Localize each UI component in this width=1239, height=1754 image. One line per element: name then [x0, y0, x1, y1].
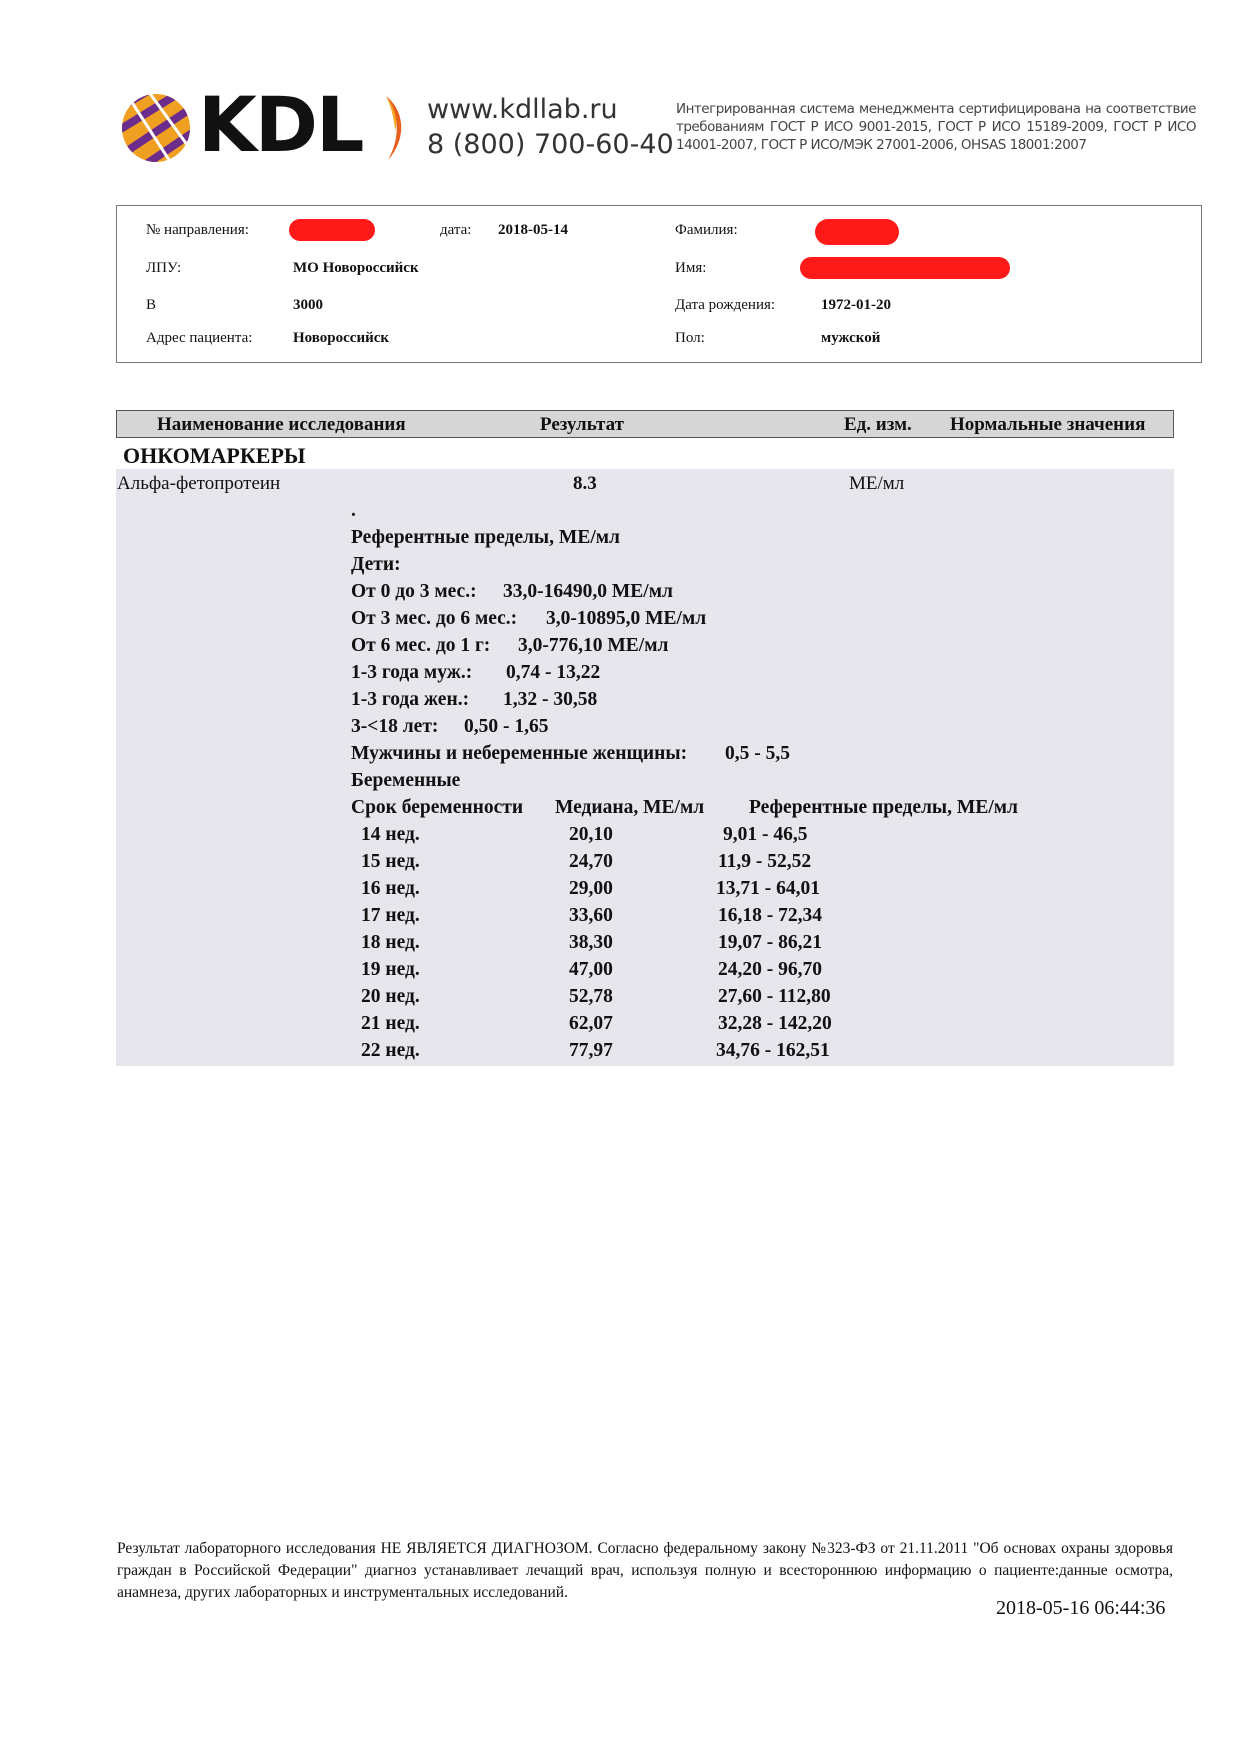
column-header-normal-values: Нормальные значения	[950, 414, 1146, 435]
age-row-label: 1-3 года муж.:	[351, 662, 473, 683]
pregnancy-row-week: 14 нед.	[361, 824, 420, 845]
b-label: В	[146, 297, 157, 313]
pregnancy-header-range: Референтные пределы, МЕ/мл	[749, 797, 1018, 818]
age-row-label: От 0 до 3 мес.:	[351, 581, 477, 602]
age-row-label: 3-<18 лет:	[351, 716, 439, 737]
test-name: Альфа-фетопротеин	[117, 473, 281, 494]
age-row-range: 0,50 - 1,65	[464, 716, 549, 737]
pregnancy-row-range: 24,20 - 96,70	[718, 959, 822, 980]
printed-timestamp: 2018-05-16 06:44:36	[996, 1597, 1166, 1619]
certification-text: Интегрированная система менеджмента сертифицирована на соответствие требованиям ГОСТ Р ИСО 9001-2015, ГОСТ Р ИСО 15189-2009, ГОСТ Р ИСО 14001-2007, ГОСТ Р ИСО/МЭК 27001-2006, OHSAS 18001:2007	[676, 101, 1196, 153]
redacted-referral-number	[289, 219, 375, 241]
website-link[interactable]: www.kdllab.ru	[427, 94, 618, 125]
age-row-range: 3,0-10895,0 МЕ/мл	[546, 608, 707, 629]
age-row-range: 33,0-16490,0 МЕ/мл	[503, 581, 673, 602]
adults-range: 0,5 - 5,5	[725, 743, 790, 764]
age-row-range: 3,0-776,10 МЕ/мл	[518, 635, 669, 656]
pregnancy-row-week: 15 нед.	[361, 851, 420, 872]
phone-number: 8 (800) 700-60-40	[427, 129, 674, 160]
pregnancy-row-week: 22 нед.	[361, 1040, 420, 1061]
column-header-result: Результат	[540, 414, 624, 435]
pregnancy-row-median: 52,78	[569, 986, 613, 1007]
date-value: 2018-05-14	[498, 222, 568, 238]
birth-date-label: Дата рождения:	[675, 297, 776, 313]
age-row-range: 0,74 - 13,22	[506, 662, 601, 683]
lpu-value: МО Новороссийск	[293, 260, 419, 276]
pregnancy-row-median: 29,00	[569, 878, 613, 899]
pregnancy-row-range: 27,60 - 112,80	[718, 986, 831, 1007]
pregnancy-row-median: 77,97	[569, 1040, 613, 1061]
age-row-range: 1,32 - 30,58	[503, 689, 598, 710]
referral-label: № направления:	[146, 222, 249, 238]
pregnancy-row-week: 16 нед.	[361, 878, 420, 899]
age-row-label: 1-3 года жен.:	[351, 689, 470, 710]
column-header-unit: Ед. изм.	[844, 414, 912, 435]
pregnancy-row-median: 33,60	[569, 905, 613, 926]
logo-swoosh-icon	[382, 94, 408, 162]
section-title: ОНКОМАРКЕРЫ	[123, 443, 306, 468]
pregnancy-row-week: 17 нед.	[361, 905, 420, 926]
b-value: 3000	[293, 297, 323, 313]
age-row-label: От 6 мес. до 1 г:	[351, 635, 491, 656]
pregnancy-row-range: 16,18 - 72,34	[718, 905, 822, 926]
adults-label: Мужчины и небеременные женщины:	[351, 743, 688, 764]
date-label: дата:	[440, 222, 472, 238]
pregnancy-row-week: 21 нед.	[361, 1013, 420, 1034]
pregnancy-row-week: 20 нед.	[361, 986, 420, 1007]
pregnancy-row-week: 18 нед.	[361, 932, 420, 953]
test-result-value: 8.3	[573, 473, 597, 494]
address-value: Новороссийск	[293, 330, 390, 346]
disclaimer-text: Результат лабораторного исследования НЕ ЯВЛЯЕТСЯ ДИАГНОЗОМ. Согласно федеральному закону №323-ФЗ от 21.11.2011 "Об основах охраны здоровья граждан в Российской Федерации" диагноз устанавливает лечащий врач, используя полную и всестороннюю информацию о пациенте:данные осмотра, анамнеза, других лабораторных и инструментальных исследований.	[117, 1540, 1173, 1601]
patient-info-box	[116, 205, 1202, 363]
age-row-label: От 3 мес. до 6 мес.:	[351, 608, 518, 629]
pregnancy-row-median: 24,70	[569, 851, 613, 872]
kdl-logo-icon	[121, 93, 191, 163]
address-label: Адрес пациента:	[146, 330, 253, 346]
pregnancy-row-range: 32,28 - 142,20	[718, 1013, 832, 1034]
pregnancy-row-median: 20,10	[569, 824, 613, 845]
pregnancy-row-range: 19,07 - 86,21	[718, 932, 822, 953]
results-table-header	[116, 410, 1174, 438]
surname-label: Фамилия:	[675, 222, 738, 238]
lpu-label: ЛПУ:	[146, 260, 182, 276]
redacted-first-name	[800, 257, 1010, 279]
column-header-test-name: Наименование исследования	[157, 414, 406, 435]
pregnancy-header-median: Медиана, МЕ/мл	[555, 797, 705, 818]
birth-date-value: 1972-01-20	[821, 297, 891, 313]
pregnant-label: Беременные	[351, 770, 461, 791]
children-label: Дети:	[351, 554, 401, 575]
pregnancy-header-term: Срок беременности	[351, 797, 524, 818]
pregnancy-row-week: 19 нед.	[361, 959, 420, 980]
pregnancy-row-range: 13,71 - 64,01	[716, 878, 820, 899]
pregnancy-row-median: 62,07	[569, 1013, 613, 1034]
name-label: Имя:	[675, 260, 707, 276]
reference-dot: .	[351, 500, 356, 521]
reference-title: Референтные пределы, МЕ/мл	[351, 527, 620, 548]
pregnancy-row-range: 34,76 - 162,51	[716, 1040, 830, 1061]
kdl-logo-text: KDL	[198, 80, 363, 169]
test-unit: МЕ/мл	[849, 473, 905, 494]
pregnancy-row-range: 11,9 - 52,52	[718, 851, 812, 872]
sex-value: мужской	[821, 330, 881, 346]
result-row-background	[116, 469, 1174, 1066]
pregnancy-row-median: 47,00	[569, 959, 613, 980]
pregnancy-row-range: 9,01 - 46,5	[723, 824, 808, 845]
sex-label: Пол:	[675, 330, 705, 346]
pregnancy-row-median: 38,30	[569, 932, 613, 953]
redacted-surname	[815, 219, 899, 245]
